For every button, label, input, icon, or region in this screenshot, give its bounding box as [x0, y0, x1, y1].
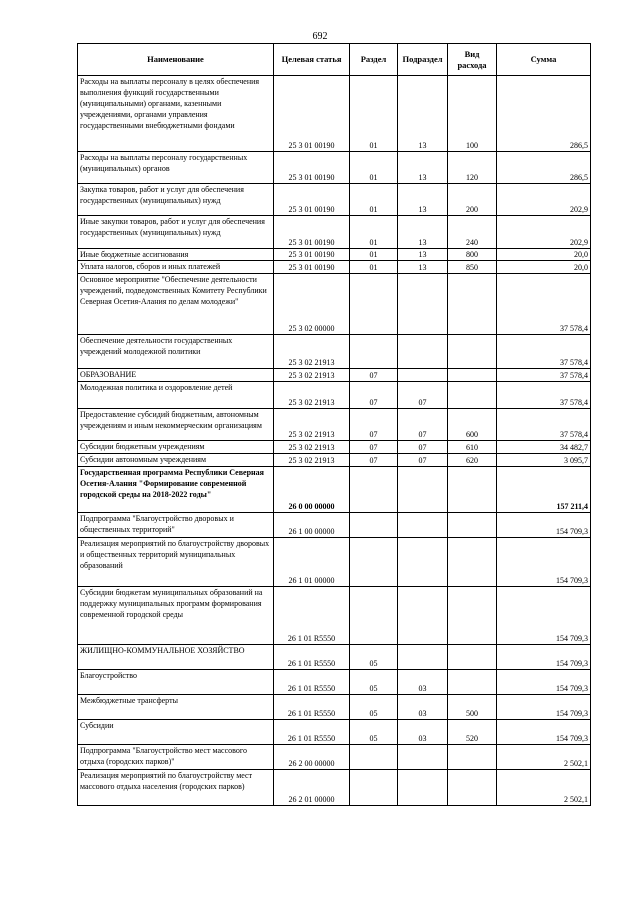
- row-name: Иные закупки товаров, работ и услуг для обеспечения государственных (муниципальных) нужд: [78, 216, 274, 249]
- row-subsection: 13: [398, 184, 448, 216]
- row-name: Благоустройство: [78, 670, 274, 695]
- page-number: 692: [312, 31, 328, 42]
- row-sum: 2 502,1: [497, 745, 591, 770]
- row-article: 26 1 01 R5550: [274, 670, 350, 695]
- table-row: [78, 513, 591, 538]
- row-subsection: 07: [398, 382, 448, 409]
- row-expense-type: 120: [448, 152, 497, 184]
- row-sum: 157 211,4: [497, 467, 591, 513]
- row-section: 05: [350, 645, 398, 670]
- row-article: 26 2 00 00000: [274, 745, 350, 770]
- row-subsection: [398, 335, 448, 369]
- row-article: 25 3 02 21913: [274, 409, 350, 441]
- row-subsection: 13: [398, 249, 448, 261]
- header-article: Целевая статья: [274, 44, 350, 76]
- row-subsection: 13: [398, 152, 448, 184]
- row-name: Подпрограмма "Благоустройство дворовых и общественных территорий": [78, 513, 274, 538]
- row-sum: 34 482,7: [497, 441, 591, 454]
- row-subsection: [398, 538, 448, 587]
- row-article: 26 2 01 00000: [274, 770, 350, 806]
- row-section: 01: [350, 184, 398, 216]
- row-sum: 154 709,3: [497, 695, 591, 720]
- budget-table: [77, 43, 591, 806]
- row-sum: 20,0: [497, 261, 591, 274]
- row-article: 25 3 02 21913: [274, 382, 350, 409]
- row-sum: 286,5: [497, 76, 591, 152]
- table-row: [78, 587, 591, 645]
- row-subsection: 03: [398, 670, 448, 695]
- table-header-row: [78, 44, 591, 76]
- header-subsection: Подраздел: [398, 44, 448, 76]
- row-subsection: [398, 770, 448, 806]
- table-row: [78, 382, 591, 409]
- row-article: 25 3 02 21913: [274, 441, 350, 454]
- row-section: 07: [350, 409, 398, 441]
- row-sum: 154 709,3: [497, 645, 591, 670]
- row-sum: 37 578,4: [497, 382, 591, 409]
- row-name: Предоставление субсидий бюджетным, автономным учреждениям и иным некоммерческим организациям: [78, 409, 274, 441]
- row-section: 07: [350, 369, 398, 382]
- table-row: [78, 184, 591, 216]
- row-subsection: [398, 745, 448, 770]
- table-row: [78, 335, 591, 369]
- row-expense-type: 500: [448, 695, 497, 720]
- row-name: Субсидии бюджетам муниципальных образований на поддержку муниципальных программ формирования современной городской среды: [78, 587, 274, 645]
- row-article: 25 3 01 00190: [274, 249, 350, 261]
- row-subsection: [398, 274, 448, 335]
- row-name: ЖИЛИЩНО-КОММУНАЛЬНОЕ ХОЗЯЙСТВО: [78, 645, 274, 670]
- row-sum: 154 709,3: [497, 720, 591, 745]
- row-expense-type: 600: [448, 409, 497, 441]
- row-expense-type: [448, 274, 497, 335]
- row-name: Субсидии бюджетным учреждениям: [78, 441, 274, 454]
- header-name: Наименование: [78, 44, 274, 76]
- row-sum: 154 709,3: [497, 538, 591, 587]
- table-row: [78, 770, 591, 806]
- row-sum: 37 578,4: [497, 409, 591, 441]
- row-section: [350, 467, 398, 513]
- table-row: [78, 249, 591, 261]
- row-section: [350, 513, 398, 538]
- row-section: [350, 587, 398, 645]
- row-sum: 286,5: [497, 152, 591, 184]
- row-section: 07: [350, 441, 398, 454]
- row-article: 26 0 00 00000: [274, 467, 350, 513]
- row-name: Обеспечение деятельности государственных учреждений молодежной политики: [78, 335, 274, 369]
- row-section: 01: [350, 152, 398, 184]
- row-name: Реализация мероприятий по благоустройству мест массового отдыха населения (городских парков): [78, 770, 274, 806]
- row-article: 25 3 02 00000: [274, 274, 350, 335]
- row-section: 05: [350, 695, 398, 720]
- row-expense-type: [448, 467, 497, 513]
- row-subsection: 13: [398, 261, 448, 274]
- row-expense-type: [448, 745, 497, 770]
- header-section: Раздел: [350, 44, 398, 76]
- row-name: Субсидии автономным учреждениям: [78, 454, 274, 467]
- row-name: ОБРАЗОВАНИЕ: [78, 369, 274, 382]
- table-row: [78, 76, 591, 152]
- row-expense-type: 100: [448, 76, 497, 152]
- row-expense-type: 520: [448, 720, 497, 745]
- row-expense-type: [448, 335, 497, 369]
- row-expense-type: 610: [448, 441, 497, 454]
- table-row: [78, 645, 591, 670]
- row-subsection: [398, 587, 448, 645]
- header-expense-type: Вид расхода: [448, 44, 497, 76]
- table-row: [78, 538, 591, 587]
- table-row: [78, 745, 591, 770]
- table-row: [78, 695, 591, 720]
- row-expense-type: [448, 645, 497, 670]
- row-expense-type: [448, 538, 497, 587]
- table-row: [78, 670, 591, 695]
- row-expense-type: [448, 587, 497, 645]
- row-section: [350, 274, 398, 335]
- row-article: 25 3 01 00190: [274, 76, 350, 152]
- row-section: [350, 538, 398, 587]
- row-article: 25 3 02 21913: [274, 369, 350, 382]
- row-article: 25 3 01 00190: [274, 184, 350, 216]
- row-section: 07: [350, 382, 398, 409]
- row-sum: 37 578,4: [497, 369, 591, 382]
- row-subsection: 13: [398, 216, 448, 249]
- table-row: [78, 467, 591, 513]
- row-expense-type: [448, 513, 497, 538]
- row-section: [350, 770, 398, 806]
- row-section: 05: [350, 670, 398, 695]
- row-section: [350, 335, 398, 369]
- row-section: 01: [350, 249, 398, 261]
- row-name: Подпрограмма "Благоустройство мест массового отдыха (городских парков)": [78, 745, 274, 770]
- header-sum: Сумма: [497, 44, 591, 76]
- row-expense-type: 620: [448, 454, 497, 467]
- row-subsection: 03: [398, 720, 448, 745]
- row-article: 25 3 01 00190: [274, 152, 350, 184]
- row-expense-type: 240: [448, 216, 497, 249]
- table-row: [78, 274, 591, 335]
- row-sum: 202,9: [497, 216, 591, 249]
- row-sum: 20,0: [497, 249, 591, 261]
- row-article: 26 1 00 00000: [274, 513, 350, 538]
- row-sum: 154 709,3: [497, 670, 591, 695]
- row-name: Молодежная политика и оздоровление детей: [78, 382, 274, 409]
- row-name: Иные бюджетные ассигнования: [78, 249, 274, 261]
- table-row: [78, 441, 591, 454]
- row-name: Расходы на выплаты персоналу в целях обеспечения выполнения функций государственными (муниципальными) органами, казенными учреждениями, органами управления государственными внебюджетными фондами: [78, 76, 274, 152]
- row-article: 26 1 01 R5550: [274, 695, 350, 720]
- row-name: Реализация мероприятий по благоустройству дворовых и общественных территорий муниципальных образований: [78, 538, 274, 587]
- row-section: [350, 745, 398, 770]
- row-sum: 3 095,7: [497, 454, 591, 467]
- row-expense-type: [448, 369, 497, 382]
- row-section: 07: [350, 454, 398, 467]
- row-expense-type: 200: [448, 184, 497, 216]
- row-subsection: 03: [398, 695, 448, 720]
- row-subsection: [398, 513, 448, 538]
- row-expense-type: 800: [448, 249, 497, 261]
- row-section: 01: [350, 76, 398, 152]
- row-expense-type: [448, 770, 497, 806]
- table-row: [78, 369, 591, 382]
- row-section: 01: [350, 216, 398, 249]
- table-row: [78, 216, 591, 249]
- row-article: 26 1 01 R5550: [274, 645, 350, 670]
- row-expense-type: 850: [448, 261, 497, 274]
- row-name: Расходы на выплаты персоналу государственных (муниципальных) органов: [78, 152, 274, 184]
- row-sum: 202,9: [497, 184, 591, 216]
- row-name: Основное мероприятие "Обеспечение деятельности учреждений, подведомственных Комитету Республики Северная Осетия-Алания по делам молодежи": [78, 274, 274, 335]
- table-row: [78, 152, 591, 184]
- table-row: [78, 720, 591, 745]
- row-subsection: 07: [398, 454, 448, 467]
- row-subsection: [398, 467, 448, 513]
- row-sum: 37 578,4: [497, 335, 591, 369]
- row-expense-type: [448, 382, 497, 409]
- row-expense-type: [448, 670, 497, 695]
- table-row: [78, 454, 591, 467]
- row-article: 26 1 01 R5550: [274, 587, 350, 645]
- row-name: Уплата налогов, сборов и иных платежей: [78, 261, 274, 274]
- row-subsection: [398, 645, 448, 670]
- row-article: 25 3 01 00190: [274, 261, 350, 274]
- row-sum: 154 709,3: [497, 513, 591, 538]
- row-article: 25 3 01 00190: [274, 216, 350, 249]
- row-name: Государственная программа Республики Северная Осетия-Алания "Формирование современной городской среды на 2018-2022 годы": [78, 467, 274, 513]
- row-subsection: 07: [398, 441, 448, 454]
- row-article: 25 3 02 21913: [274, 335, 350, 369]
- row-article: 26 1 01 R5550: [274, 720, 350, 745]
- row-name: Субсидии: [78, 720, 274, 745]
- row-section: 05: [350, 720, 398, 745]
- row-name: Закупка товаров, работ и услуг для обеспечения государственных (муниципальных) нужд: [78, 184, 274, 216]
- row-article: 26 1 01 00000: [274, 538, 350, 587]
- table-row: [78, 261, 591, 274]
- row-sum: 154 709,3: [497, 587, 591, 645]
- row-sum: 37 578,4: [497, 274, 591, 335]
- row-subsection: 07: [398, 409, 448, 441]
- table-row: [78, 409, 591, 441]
- row-section: 01: [350, 261, 398, 274]
- row-sum: 2 502,1: [497, 770, 591, 806]
- row-subsection: 13: [398, 76, 448, 152]
- row-subsection: [398, 369, 448, 382]
- row-article: 25 3 02 21913: [274, 454, 350, 467]
- row-name: Межбюджетные трансферты: [78, 695, 274, 720]
